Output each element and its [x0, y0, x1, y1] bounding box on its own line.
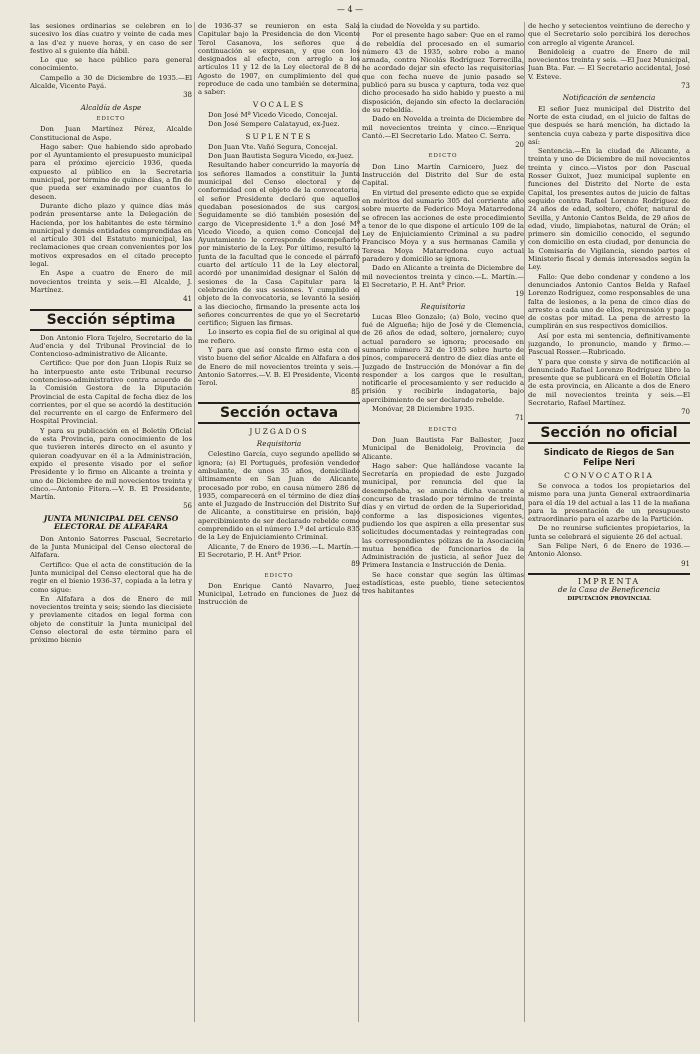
column-4	[528, 22, 690, 1022]
paragraph: De no reunirse suficientes propietarios, la Junta se celebrará el siguiente 26 del actual.	[528, 524, 690, 541]
section-title: Sección séptima	[30, 309, 192, 331]
section-heading: Notificación de sentencia	[562, 93, 656, 103]
paragraph: Se convoca a todos los propietarios del mismo para una junta General extraordinaria para el día 19 del actual a las 11 de la mañana para la presentación de un presupuesto extraordinario para el azarbe de la Partición.	[528, 481, 690, 524]
paragraph: Don Juan Bautista Segura Vicedo, ex-Juez.	[208, 152, 354, 161]
column-divider	[524, 22, 525, 1022]
notice-number: 56	[183, 502, 192, 511]
paragraph: Don Juan Vte. Vañó Segura, Concejal.	[208, 142, 338, 151]
paragraph: Don José Mª Vicedo Vicedo, Concejal.	[208, 110, 338, 119]
edicto-label: EDICTO	[96, 115, 126, 122]
notice-number: 85	[351, 388, 360, 397]
paragraph: Monóvar, 28 Diciembre 1935.	[372, 405, 475, 414]
column-1	[30, 22, 192, 1022]
paragraph: Don José Sempere Calatayud, ex-Juez.	[208, 120, 340, 129]
section-heading: Requisitoria	[420, 301, 466, 311]
subheading: VOCALES	[252, 99, 306, 109]
paragraph: Benidoleig a cuatro de Enero de mil novecientos treinta y seis. —El Juez Municipal, Juan Bta. Far. — El Secretario accidental, José V. Esteve.	[528, 47, 690, 81]
page-number: — 4 —	[336, 5, 364, 14]
paragraph: Don Enrique Cantó Navarro, Juez Municipal, Letrado en funciones de Juez de Instrucción de	[198, 581, 360, 607]
paragraph: Alicante, 7 de Enero de 1936.—L. Martín.—El Secretario, P. H. Antº Prior.	[198, 542, 360, 559]
paragraph: Así por esta mi sentencia, definitivamente juzgando, lo pronuncio, mando y firmo.—Pascual Rosser.—Rubricado.	[528, 331, 690, 357]
section-title: Sección no oficial	[528, 422, 690, 444]
paragraph: Dado en Alicante a treinta de Diciembre de mil novecientos treinta y cinco.—L. Martín.—El Secretario, P. H. Antº Prior.	[362, 264, 524, 289]
paragraph: Don Antonio Satorres Pascual, Secretario de la Junta Municipal del Censo electoral de Alfafara.	[30, 534, 192, 560]
paragraph: Campello a 30 de Diciembre de 1935.—El Alcalde, Vicente Payá.	[30, 73, 192, 91]
paragraph: Y para que conste y sirva de notificación al denunciado Rafael Lorenzo Rodríguez libro la presente que se publicará en el Boletín Oficial de esta provincia, en Alicante a dos de Enero de mil novecientos treinta y seis.—El Secretario, Rafael Martínez.	[528, 357, 690, 408]
edicto-label: EDICTO	[428, 153, 458, 160]
paragraph: Fallo: Que debo condenar y condeno a los denunciados Antonio Cantos Belda y Rafael Lorenzo Rodríguez, como responsables de una falta de lesiones, a la pena de cinco días de arresto a cada uno de ellos, reprensión y pago de costas por mitad. La pena de arresto la cumplirán en sus respectivos domicilios.	[528, 272, 690, 331]
subheading: JUZGADOS	[249, 426, 309, 436]
notice-number: 19	[515, 290, 524, 299]
paragraph: la ciudad de Novelda y su partido.	[362, 22, 480, 30]
notice-number: 71	[515, 414, 524, 423]
paragraph: Resultando haber concurrido la mayoría de los señores llamados a constituir la Junta municipal del Censo electoral y de conformidad con el objeto de la convocatoria, el señor Presidente declaró que aquellos quedaban posesionados de sus cargos. Seguidamente se dió también posesión del cargo de Vicepresidente 1.º a don José Mª Vicedo Vicedo, a quien como Concejal del Ayuntamiento le corresponde desempeñarlo por ministerio de la Ley. Por último, resultó la Junta de la facultad que le concede el párrafo cuarto del artículo 11 de la Ley electoral, acordó por unanimidad designar el Salón de sesiones de la Casa Capitular para la celebración de sus sesiones. Y cumplido el objeto de la convocatoria, se levantó la sesión a las dieciocho, firmando la presente acta los señores concurrentes de que yo el Secretario certifico; Siguen las firmas.	[198, 161, 360, 328]
paragraph: Durante dicho plazo y quince días más podrán presentarse ante la Delegación de Hacienda, por los habitantes de este término municipal y demás entidades comprendidas en el artículo 301 del Estatuto municipal, las reclamaciones que crean convenientes por los motivos expresados en el citado precepto legal.	[30, 201, 192, 269]
paragraph: Y para su publicación en el Boletín Oficial de esta Provincia, para conocimiento de los que tuvieren interés directo en el asunto y quieran coadyuvar en él a la Administración, expido el presente visado por el señor Presidente y lo firmo en Alicante a treinta y uno de Diciembre de mil novecientos treinta y cinco.—Antonio Fitera.—V. B. El Presidente, Martín.	[30, 426, 192, 502]
notice-number: 89	[351, 560, 360, 569]
notice-number: 38	[183, 91, 192, 100]
paragraph: Se hace constar que según las últimas estadísticas, este pueblo, tiene setecientos tres habitantes	[362, 570, 524, 596]
section-heading: Requisitoria	[256, 439, 302, 449]
paragraph: Certifico: Que por don Juan Llopis Ruiz se ha interpuesto ante este Tribunal recurso contencioso-administrativo contra acuerdo de la Comisión Gestora de la Diputación Provincial de esta Capital de fecha diez de los corrientes, por el que se acordó la destitución del recurrente en el cargo de Enfermero del Hospital Provincial.	[30, 359, 192, 426]
imprenta-diputacion: DIPUTACIÓN PROVINCIAL	[567, 595, 651, 602]
paragraph: Por el presente hago saber: Que en el ramo de rebeldía del procesado en el sumario número 43 de 1935, sobre robo a mano armada, contra Nicolás Rodríguez Torrecilla, he acordado dejar sin efecto las requisitorias que con fecha nueve de junio pasado se publicó para su busca y captura, toda vez que dicho procesado ha sido habido y puesto a mi disposición, dejando sin efecto la declaración de su rebeldía.	[362, 31, 524, 114]
paragraph: de 1936-37 se reunieron en esta Sala Capitular bajo la Presidencia de don Vicente Terol Casanova, los señores que a continuación se expresan, y que con los designados al efecto, con arreglo a los artículos 11 y 12 de la Ley electoral de 8 de Agosto de 1907, en cumplimiento del que reproduce de cada uno también se determina, a saber:	[198, 22, 360, 97]
paragraph: En virtud del presente edicto que se expide en méritos del sumario 305 del corriente año sobre muerte de Federico Moya Matarredona se ofrecen las acciones de este procedimiento a tenor de lo que dispone el artículo 109 de la Ley de Enjuiciamiento Criminal a su padre Francisco Moya y a sus hermanas Camila y Teresa Moya Matarredona cuyo actual paradero y domicilio se ignora.	[362, 188, 524, 264]
notice-number: 91	[681, 559, 690, 568]
paragraph: Hago saber: Que habiendo sido aprobado por el Ayuntamiento el presupuesto municipal para el próximo ejercicio 1936, queda expuesto al público en la Secretaria municipal, por término de quince días, a fin de que pueda ser examinado por cuantos lo deseen.	[30, 142, 192, 201]
paragraph: Y para que así conste firmo esta con el visto bueno del señor Alcalde en Alfafara a dos de Enero de mil novecientos treinta y seis.—Antonio Satorres.—V. B. El Presidente, Vicente Terol.	[198, 345, 360, 388]
paragraph: Certifico: Que el acta de constitución de la Junta municipal del Censo electoral que ha de regir en el bienio 1936-37, copiada a la letra y como sigue:	[30, 560, 192, 594]
column-2	[198, 22, 360, 1022]
paragraph: de hecho y setecientos veintiuno de derecho y que el Secretario solo percibirá los derechos con arreglo al vigente Arancel.	[528, 22, 690, 47]
paragraph: Lo inserto es copia fiel de su original al que me refiero.	[198, 328, 360, 345]
organization-heading: Sindicato de Riegos de San Felipe Neri	[543, 447, 675, 468]
edicto-label: EDICTO	[428, 426, 458, 433]
paragraph: El señor Juez municipal del Distrito del Norte de esta ciudad, en el juicio de faltas de que después se hará mención, ha dictado la sentencia cuya cabeza y parte dispositiva dice así:	[528, 104, 690, 146]
paragraph: Sentencia.—En la ciudad de Alicante, a treinta y uno de Diciembre de mil novecientos treinta y cinco.—Vistos por don Pascual Rosser Guixot, Juez municipal suplente en funciones del Distrito del Norte de esta Capital, los presentes autos de juicio de faltas seguido contra Rafael Lorenzo Rodríguez de 24 años de edad, soltero, chófer, natural de Sevilla, y Antonio Cantos Belda, de 29 años de edad, viudo, limpiabotas, natural de Orán; el primero sin domicilio conocido, el segundo con domicilio en esta ciudad, por denuncia de la Comisaría de Vigilancia, siendo partes el Ministerio fiscal y demás interesados según la Ley.	[528, 147, 690, 272]
paragraph: Don Juan Martínez Pérez, Alcalde Constitucional de Aspe.	[30, 125, 192, 142]
paragraph: Don Lino Martín Carnicero, Juez de Instrucción del Distrito del Sur de esta Capital.	[362, 162, 524, 188]
section-heading: Alcaldía de Aspe	[80, 102, 142, 112]
notice-number: 41	[183, 295, 192, 304]
subheading: CONVOCATORIA	[564, 470, 654, 480]
notice-number: 73	[681, 82, 690, 91]
paragraph: Dado en Novelda a treinta de Diciembre de mil novecientos treinta y cinco.—Enrique Cantó.—El Secretario Ldo. Mateo C. Serra.	[362, 115, 524, 140]
paragraph: Celestino García, cuyo segundo apellido se ignora; (a) El Portugués, profesión vendedor ambulante, de unos 35 años, domiciliado últimamente en San Juan de Alicante, procesado por robo, en causa número 286 de 1935, comparecerá en el término de diez días ante el Juzgado de Instrucción del Distrito Sur de Alicante, a constituirse en prisión, bajo apercibimiento de ser declarado rebelde como comprendido en el número 1.º del artículo 835 de la Ley de Enjuiciamiento Criminal.	[198, 450, 360, 542]
notice-number: 70	[681, 408, 690, 417]
column-3	[362, 22, 524, 1022]
imprenta-subtitle: de la Casa de Beneficencia	[557, 585, 661, 595]
paragraph: Don Juan Bautista Far Ballester, Juez Municipal de Benidoleig, Provincia de Alicante.	[362, 435, 524, 461]
paragraph: En Alfafara a dos de Enero de mil novecientos treinta y seis; siendo las diecisiete y previamente citados en legal forma con objeto de constituir la Junta municipal del Censo electoral de este término para el próximo bienio	[30, 594, 192, 645]
notice-number: 20	[515, 141, 524, 150]
edicto-label: EDICTO	[264, 572, 294, 579]
imprenta-footer	[528, 573, 690, 603]
column-divider	[194, 22, 195, 1022]
paragraph: En Aspe a cuatro de Enero de mil novecientos treinta y seis.—El Alcalde, J. Martínez.	[30, 269, 192, 294]
paragraph: Don Antonio Flora Tejelro, Secretario de la Aud'encia y del Tribunal Provincial de lo Contencioso-administrativo de Alicante.	[30, 333, 192, 359]
section-title: Sección octava	[198, 402, 360, 424]
paragraph: Lucas Bleo Gonzalo; (a) Bolo, vecino que fué de Algueña; hijo de José y de Clemencia, de 26 años de edad, soltero, jornalero; cuyo actual paradero se ignora; procesado en sumario número 32 de 1935 sobre hurto de pinos, comparecerá dentro de diez días ante el Juzgado de Instrucción de Monóvar a fin de responder a los cargos que le resultan, notificarle el procesamiento y ser reducido a prisión y recibirle indagatoria, bajo apercibimiento de ser declarado rebelde.	[362, 312, 524, 404]
paragraph: las sesiones ordinarias se celebren en lo sucesivo los días cuatro y veinte de cada mes a las d'ez y nueve horas, y en caso de ser festivo al s guiente día hábil.	[30, 22, 192, 55]
paragraph: Hago saber: Que hallándose vacante la Secretaría en propiedad de este Juzgado municipal, por renuncia del que la desempeñaba, se anuncia dicha vacante a concurso de traslado por término de treinta días y en virtud de orden de la Superioridad, conforme a las disposiciones vigentes, pudiendo los que aspiren a ella presentar sus solicitudes documentadas y reintegradas con las correspondientes pólizas de la Asociación mutua benéfica de funcionarios de la Administración de justicia, al señor Juez de Primera Instancia e Instrucción de Denia.	[362, 461, 524, 570]
imprenta-title: IMPRENTA	[577, 576, 641, 586]
section-heading: JUNTA MUNICIPAL DEL CENSO ELECTORAL DE ALFAFARA	[43, 513, 179, 532]
subheading: SUPLENTES	[245, 131, 313, 141]
paragraph: Lo que se hace público para general conocimiento.	[30, 56, 192, 73]
paragraph: San Felipe Neri, 6 de Enero de 1936.—Antonio Alonso.	[528, 542, 690, 559]
